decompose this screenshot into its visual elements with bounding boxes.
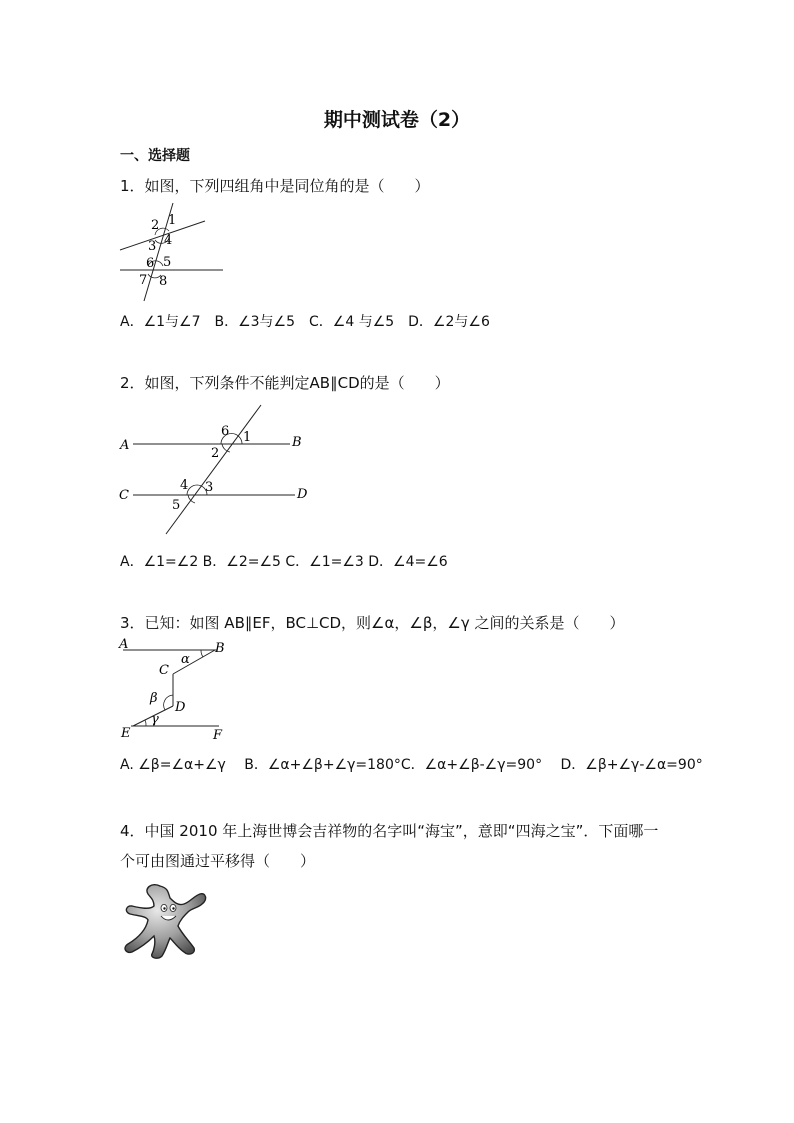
q2-label-1: 1 <box>243 430 252 445</box>
q3-label-alpha: α <box>181 652 190 667</box>
q3-label-A: A <box>119 637 129 652</box>
question-2-figure <box>115 400 315 540</box>
q2-label-C: C <box>119 488 129 503</box>
question-2-options: A．∠1=∠2 B．∠2=∠5 C．∠1=∠3 D．∠4=∠6 <box>120 554 448 570</box>
q3-label-D: D <box>175 700 186 715</box>
q3-label-F: F <box>213 728 223 743</box>
q2-label-D: D <box>297 487 308 502</box>
q3-angle-arc-beta <box>164 695 173 710</box>
question-3-figure <box>115 636 255 746</box>
q1-label-5: 5 <box>163 255 172 270</box>
question-3-stem: 3．已知：如图 AB∥EF，BC⊥CD，则∠α，∠β，∠γ 之间的关系是（ ） <box>120 614 625 632</box>
q3-label-C: C <box>159 663 169 678</box>
question-2-stem: 2．如图，下列条件不能判定AB∥CD的是（ ） <box>120 374 450 392</box>
question-4-stem-line1: 4．中国 2010 年上海世博会吉祥物的名字叫“海宝”，意即“四海之宝”．下面哪一 <box>120 822 659 840</box>
question-3-options: A. ∠β=∠α+∠γ B．∠α+∠β+∠γ=180°C．∠α+∠β-∠γ=90° D．∠β+∠γ-∠α=90° <box>120 757 703 773</box>
q3-segment-bc <box>173 650 215 674</box>
question-1-figure <box>115 200 235 310</box>
q3-label-B: B <box>215 641 225 656</box>
haibao-pupil-right <box>172 907 174 909</box>
q3-label-gamma: γ <box>151 712 159 727</box>
question-1-stem: 1．如图，下列四组角中是同位角的是（ ） <box>120 177 430 195</box>
q2-angle-arc-bottom <box>187 485 207 495</box>
q1-line-upper <box>120 221 205 250</box>
q1-label-6: 6 <box>146 256 155 271</box>
q3-label-E: E <box>121 726 131 741</box>
haibao-body <box>125 885 206 958</box>
q2-label-2: 2 <box>211 446 220 461</box>
q2-label-4: 4 <box>180 478 189 493</box>
q2-label-B: B <box>292 435 302 450</box>
haibao-pupil-left <box>163 907 165 909</box>
q2-label-6: 6 <box>221 424 230 439</box>
q2-label-A: A <box>120 438 130 453</box>
q2-transversal <box>166 405 261 534</box>
section-heading: 一、选择题 <box>120 148 190 164</box>
q1-label-7: 7 <box>139 273 148 288</box>
q3-angle-arc-alpha <box>201 650 203 657</box>
q2-label-5: 5 <box>172 498 181 513</box>
q1-label-2: 2 <box>151 218 160 233</box>
q1-label-4: 4 <box>164 233 173 248</box>
q1-label-3: 3 <box>148 239 157 254</box>
question-1-options: A．∠1与∠7 B．∠3与∠5 C．∠4 与∠5 D．∠2与∠6 <box>120 314 490 330</box>
q2-label-3: 3 <box>205 480 214 495</box>
q3-label-beta: β <box>150 691 158 706</box>
q1-label-8: 8 <box>159 274 168 289</box>
question-4-stem-line2: 个可由图通过平移得（ ） <box>120 852 316 870</box>
q3-angle-arc-gamma <box>145 720 146 726</box>
q1-label-1: 1 <box>168 213 177 228</box>
haibao-mascot-image <box>118 880 218 960</box>
page-title: 期中测试卷（2） <box>323 109 471 131</box>
